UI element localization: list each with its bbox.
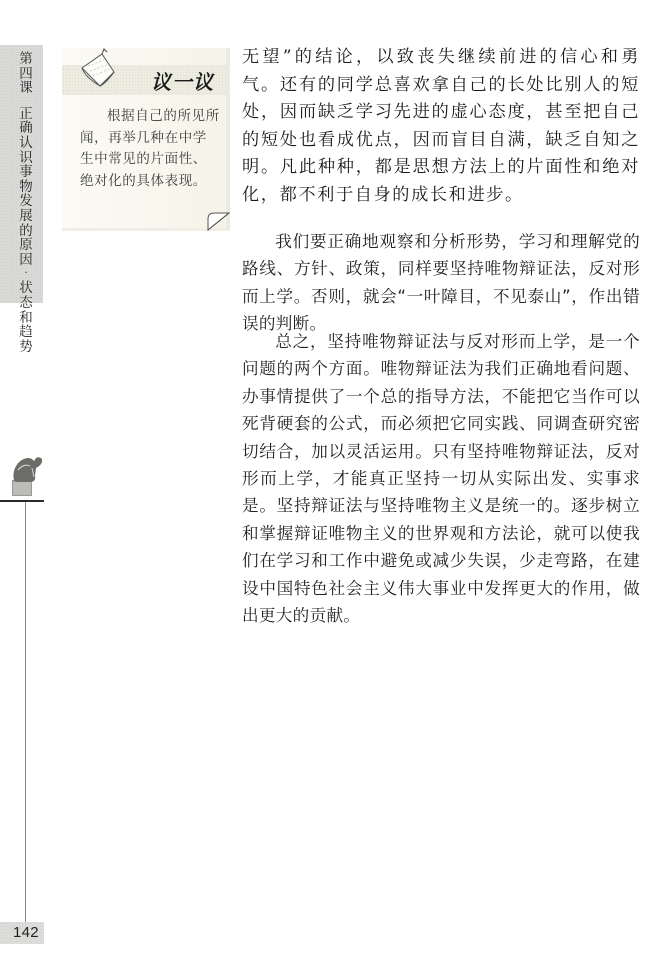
vertical-rule	[25, 502, 26, 922]
page-number: 142	[13, 924, 39, 941]
thinker-statue-icon	[6, 448, 46, 498]
paragraph-observe-situation: 我们要正确地观察和分析形势，学习和理解党的路线、方针、政策，同样要坚持唯物辩证法，反对形而上学。否则，就会“一叶障目，不见泰山”，作出错误的判断。	[242, 232, 640, 334]
chapter-vertical-title	[18, 52, 34, 354]
lesson-title-part1: 正确认识事物发展的原因	[19, 105, 33, 268]
horizontal-rule	[0, 500, 44, 502]
discussion-prompt: 根据自己的所见所闻，再举几种在中学生中常见的片面性、绝对化的具体表现。	[80, 108, 220, 189]
lesson-number: 第四课	[19, 51, 33, 97]
paragraph-conclusion: 总之，坚持唯物辩证法与反对形而上学，是一个问题的两个方面。唯物辩证法为我们正确地看问题、办事情提供了一个总的指导方法，不能把它当作可以死背硬套的公式，而必须把它同实践、同调查研究密切结合，加以灵活运用。只有坚持唯物辩证法，反对形而上学，才能真正坚持一切从实际出发、实事求是。坚持辩证法与坚持唯物主义是统一的。逐步树立和掌握辩证唯物主义的世界观和方法论，就可以使我们在学习和工作中避免或减少失误，少走弯路，在建设中国特色社会主义伟大事业中发挥更大的作用，做出更大的贡献。	[242, 332, 640, 626]
discussion-box	[62, 48, 230, 231]
folded-corner-icon	[206, 209, 230, 231]
lesson-title-part2: 状态和趋势	[19, 280, 33, 355]
title-separator: ·	[24, 268, 28, 280]
discussion-title: 议一议	[151, 70, 214, 94]
page-flag-icon	[74, 48, 124, 90]
paragraph-continued: 无望”的结论，以致丧失继续前进的信心和勇气。还有的同学总喜欢拿自己的长处比别人的短处，因而缺乏学习先进的虚心态度，甚至把自己的短处也看成优点，因而盲目自满，缺乏自知之明。凡此种种，都是思想方法上的片面性和绝对化，都不利于自身的成长和进步。	[242, 47, 640, 205]
